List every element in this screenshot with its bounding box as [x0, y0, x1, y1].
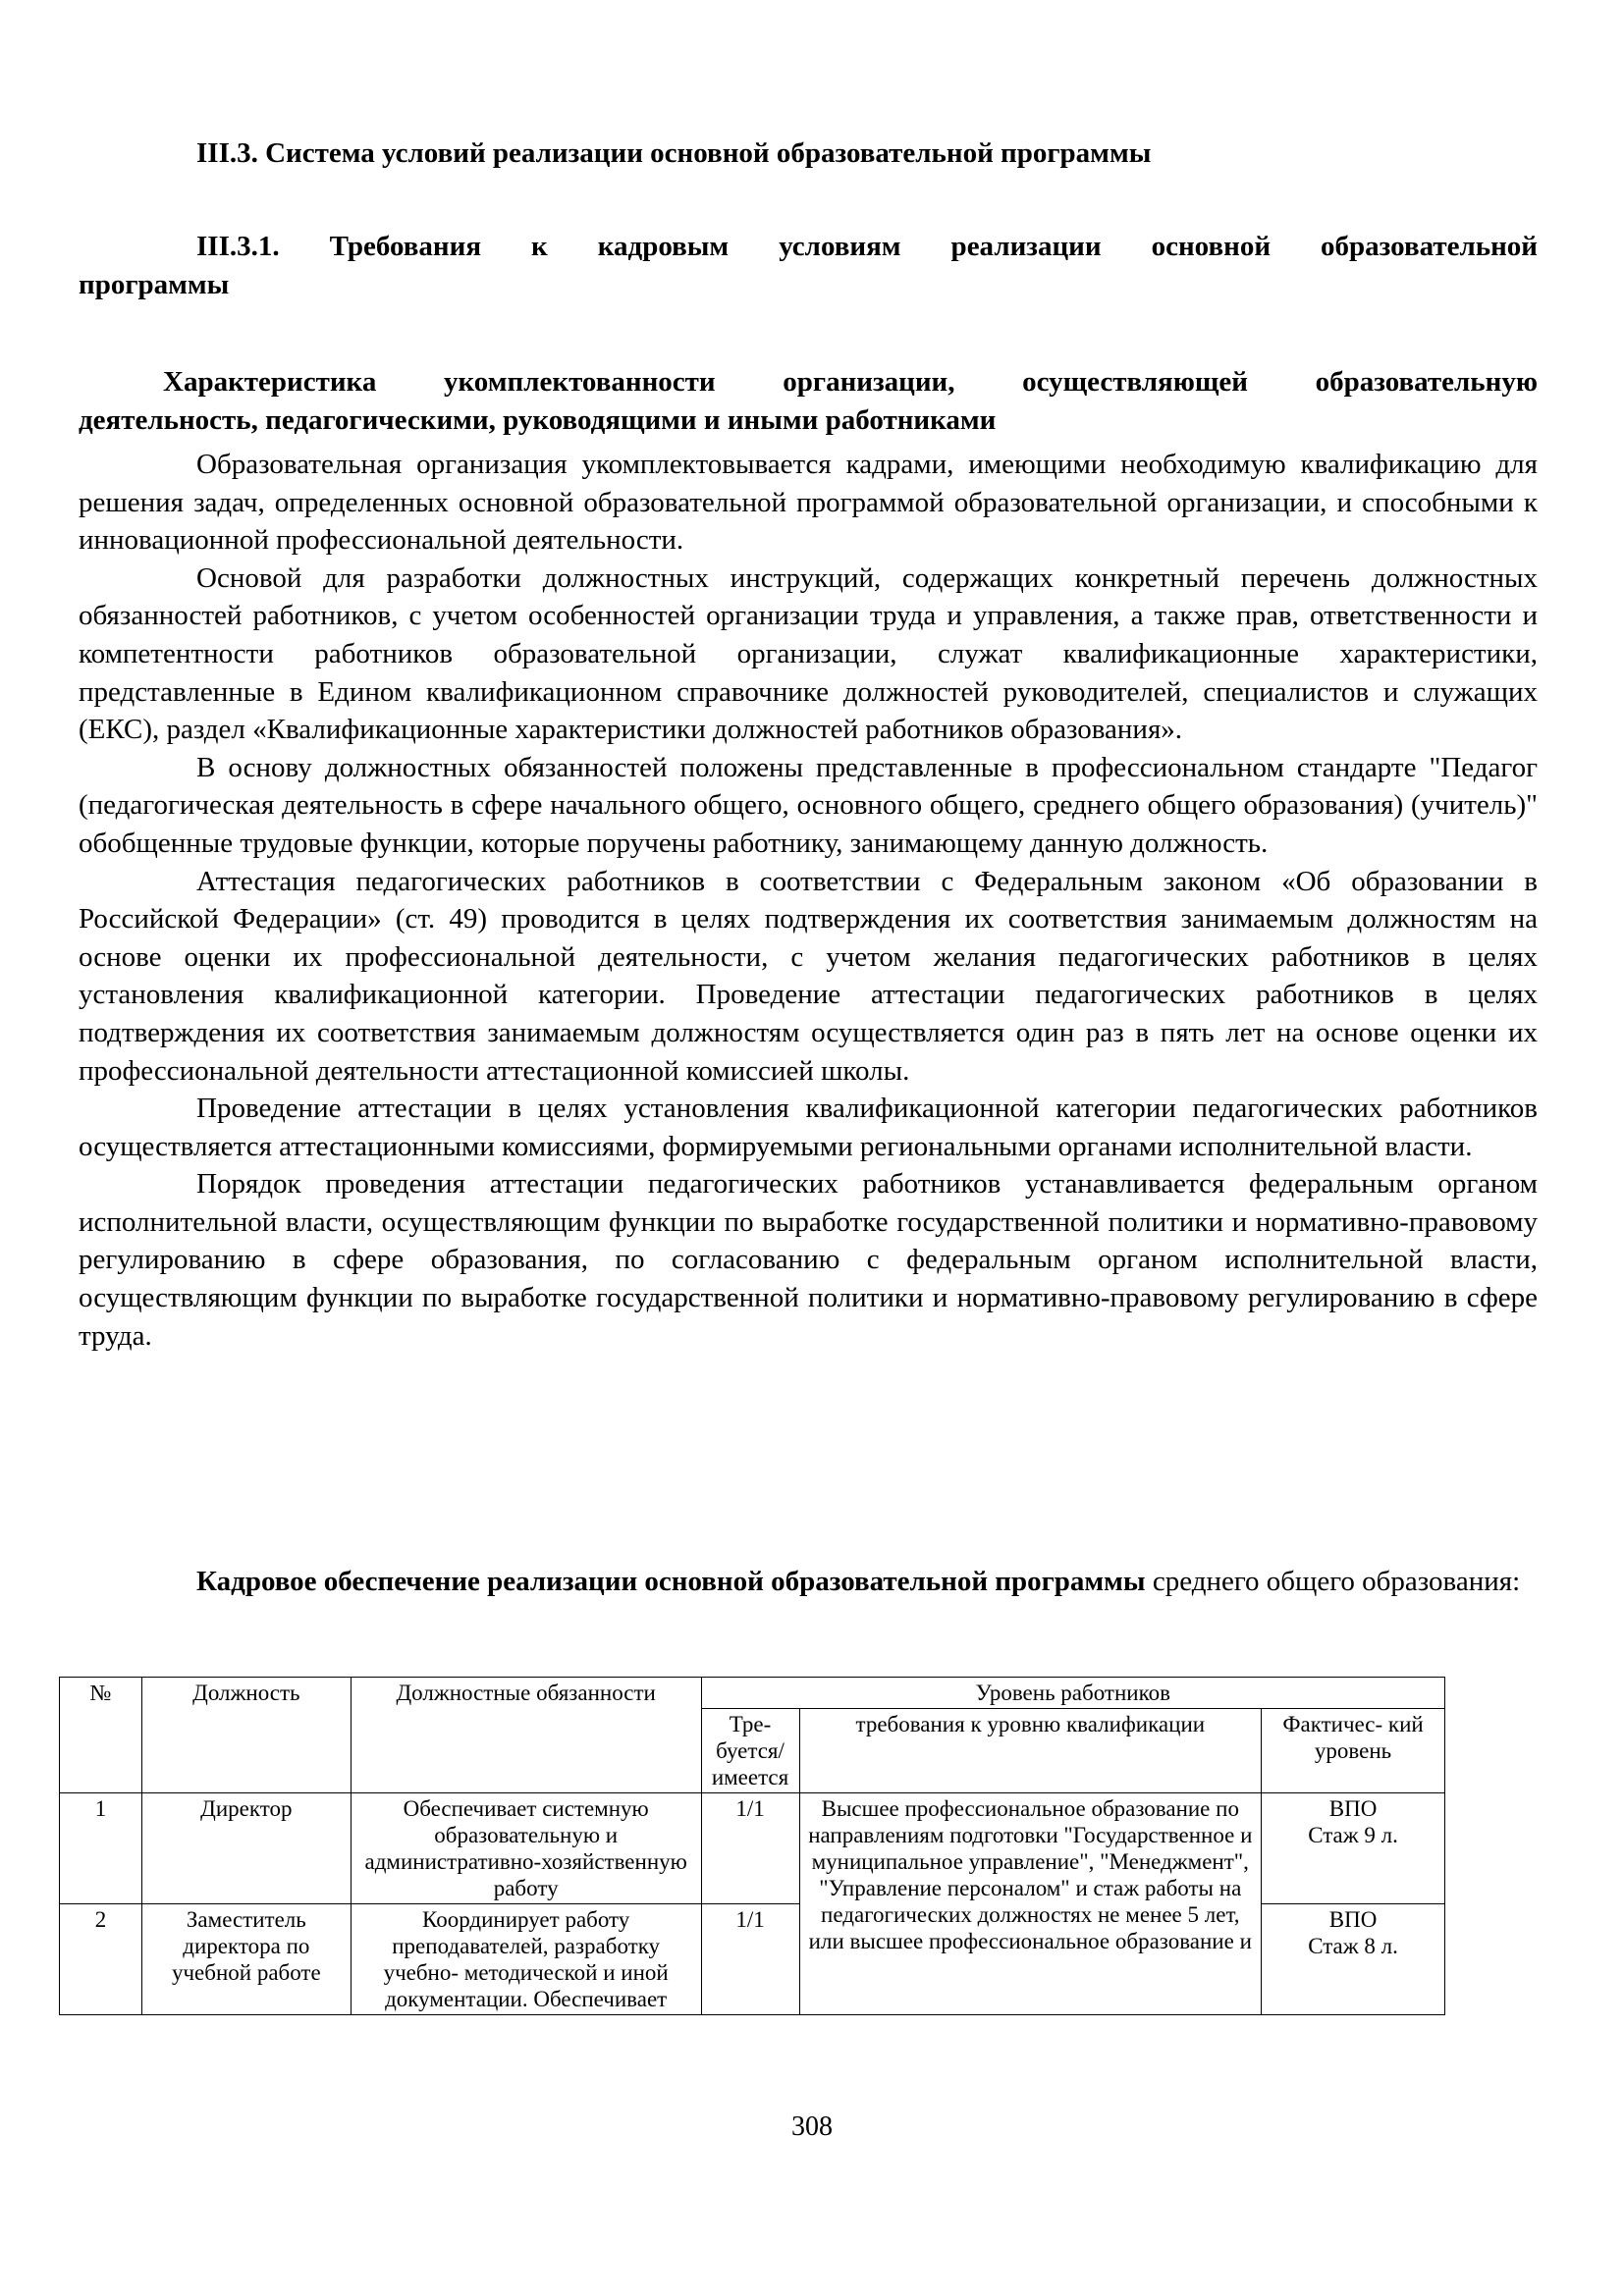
actual-experience: Стаж 9 л. — [1308, 1823, 1398, 1847]
row-duties: Координирует работу преподавателей, разработку учебно- методической и иной документации. Обеспечивает — [351, 1904, 701, 2015]
table-row — [60, 1793, 1445, 1904]
row-requirements: Высшее профессиональное образование по направлениям подготовки "Государственное и муниципальное управление", "Менеджмент", "Управление персоналом" и стаж работы на педагогических должностях не менее 5 лет, или высшее профессиональное образование и — [799, 1793, 1262, 2015]
caption-rest: среднего общего образования: — [1145, 1566, 1521, 1597]
staffing-table-caption — [79, 1563, 1538, 1600]
subsection-heading-line1: III.3.1. Требования к кадровым условиям реализации основной образовательной — [196, 231, 1538, 262]
table-header-row — [60, 1678, 1445, 1709]
staffing-table — [59, 1677, 1445, 2015]
header-num: № — [60, 1678, 142, 1793]
row-duties: Обеспечивает системную образовательную и административно-хозяйственную работу — [351, 1793, 701, 1904]
header-level: Уровень работников — [701, 1678, 1444, 1709]
header-position: Должность — [141, 1678, 351, 1793]
staffing-heading-line1: Характеристика укомплектованности организации, осуществляющей образовательную — [163, 366, 1538, 398]
actual-education: ВПО — [1328, 1907, 1378, 1932]
section-heading: III.3. Система условий реализации основной образовательной программы — [196, 137, 1152, 169]
header-requirements: требования к уровню квалификации — [799, 1709, 1262, 1793]
actual-education: ВПО — [1328, 1796, 1378, 1821]
paragraph: Образовательная организация укомплектовывается кадрами, имеющими необходимую квалификацию для решения задач, определенных основной образовательной программой образовательной организации, и способными к инновационной профессиональной деятельности. — [79, 449, 1538, 557]
staffing-heading — [79, 363, 1538, 440]
row-required: 1/1 — [701, 1793, 799, 1904]
row-actual — [1262, 1904, 1445, 2015]
row-num: 1 — [60, 1793, 142, 1904]
paragraph: Аттестация педагогических работников в соответствии с Федеральным законом «Об образовании в Российской Федерации» (ст. 49) проводится в целях подтверждения их соответствия занимаемым должностям на основе оценки их профессиональной деятельности, с учетом желания педагогических работников в целях установления квалификационной категории. Проведение аттестации педагогических работников в целях подтверждения их соответствия занимаемым должностям осуществляется один раз в пять лет на основе оценки их профессиональной деятельности аттестационной комиссией школы. — [79, 865, 1538, 1087]
header-actual: Фактичес- кий уровень — [1262, 1709, 1445, 1793]
row-required: 1/1 — [701, 1904, 799, 2015]
header-duties: Должностные обязанности — [351, 1678, 701, 1793]
body-text — [79, 446, 1538, 1355]
header-required: Тре- буется/ имеется — [701, 1709, 799, 1793]
page-number: 308 — [791, 2111, 833, 2142]
paragraph: В основу должностных обязанностей положены представленные в профессиональном стандарте "Педагог (педагогическая деятельность в сфере начального общего, основного общего, среднего общего образования) (учитель)" обобщенные трудовые функции, которые поручены работнику, занимающему данную должность. — [79, 751, 1538, 859]
actual-experience: Стаж 8 л. — [1308, 1934, 1398, 1958]
paragraph: Основой для разработки должностных инструкций, содержащих конкретный перечень должностных обязанностей работников, с учетом особенностей организации труда и управления, а также прав, ответственности и компетентности работников образовательной организации, служат квалификационные характеристики, представленные в Едином квалификационном справочнике должностей руководителей, специалистов и служащих (ЕКС), раздел «Квалификационные характеристики должностей работников образования». — [79, 561, 1538, 746]
row-actual — [1262, 1793, 1445, 1904]
row-position: Заместитель директора по учебной работе — [141, 1904, 351, 2015]
paragraph: Проведение аттестации в целях установления квалификационной категории педагогических работников осуществляется аттестационными комиссиями, формируемыми региональными органами исполнительной власти. — [79, 1093, 1538, 1162]
row-num: 2 — [60, 1904, 142, 2015]
subsection-heading — [79, 228, 1538, 304]
row-position: Директор — [141, 1793, 351, 1904]
caption-bold: Кадровое обеспечение реализации основной образовательной программы — [196, 1566, 1146, 1597]
subsection-heading-line2: программы — [79, 269, 230, 300]
staffing-heading-line2: деятельность, педагогическими, руководящими и иными работниками — [79, 404, 997, 436]
paragraph: Порядок проведения аттестации педагогических работников устанавливается федеральным органом исполнительной власти, осуществляющим функции по выработке государственной политики и нормативно-правовому регулированию в сфере образования, по согласованию с федеральным органом исполнительной власти, осуществляющим функции по выработке государственной политики и нормативно-правовому регулированию в сфере труда. — [79, 1168, 1538, 1352]
